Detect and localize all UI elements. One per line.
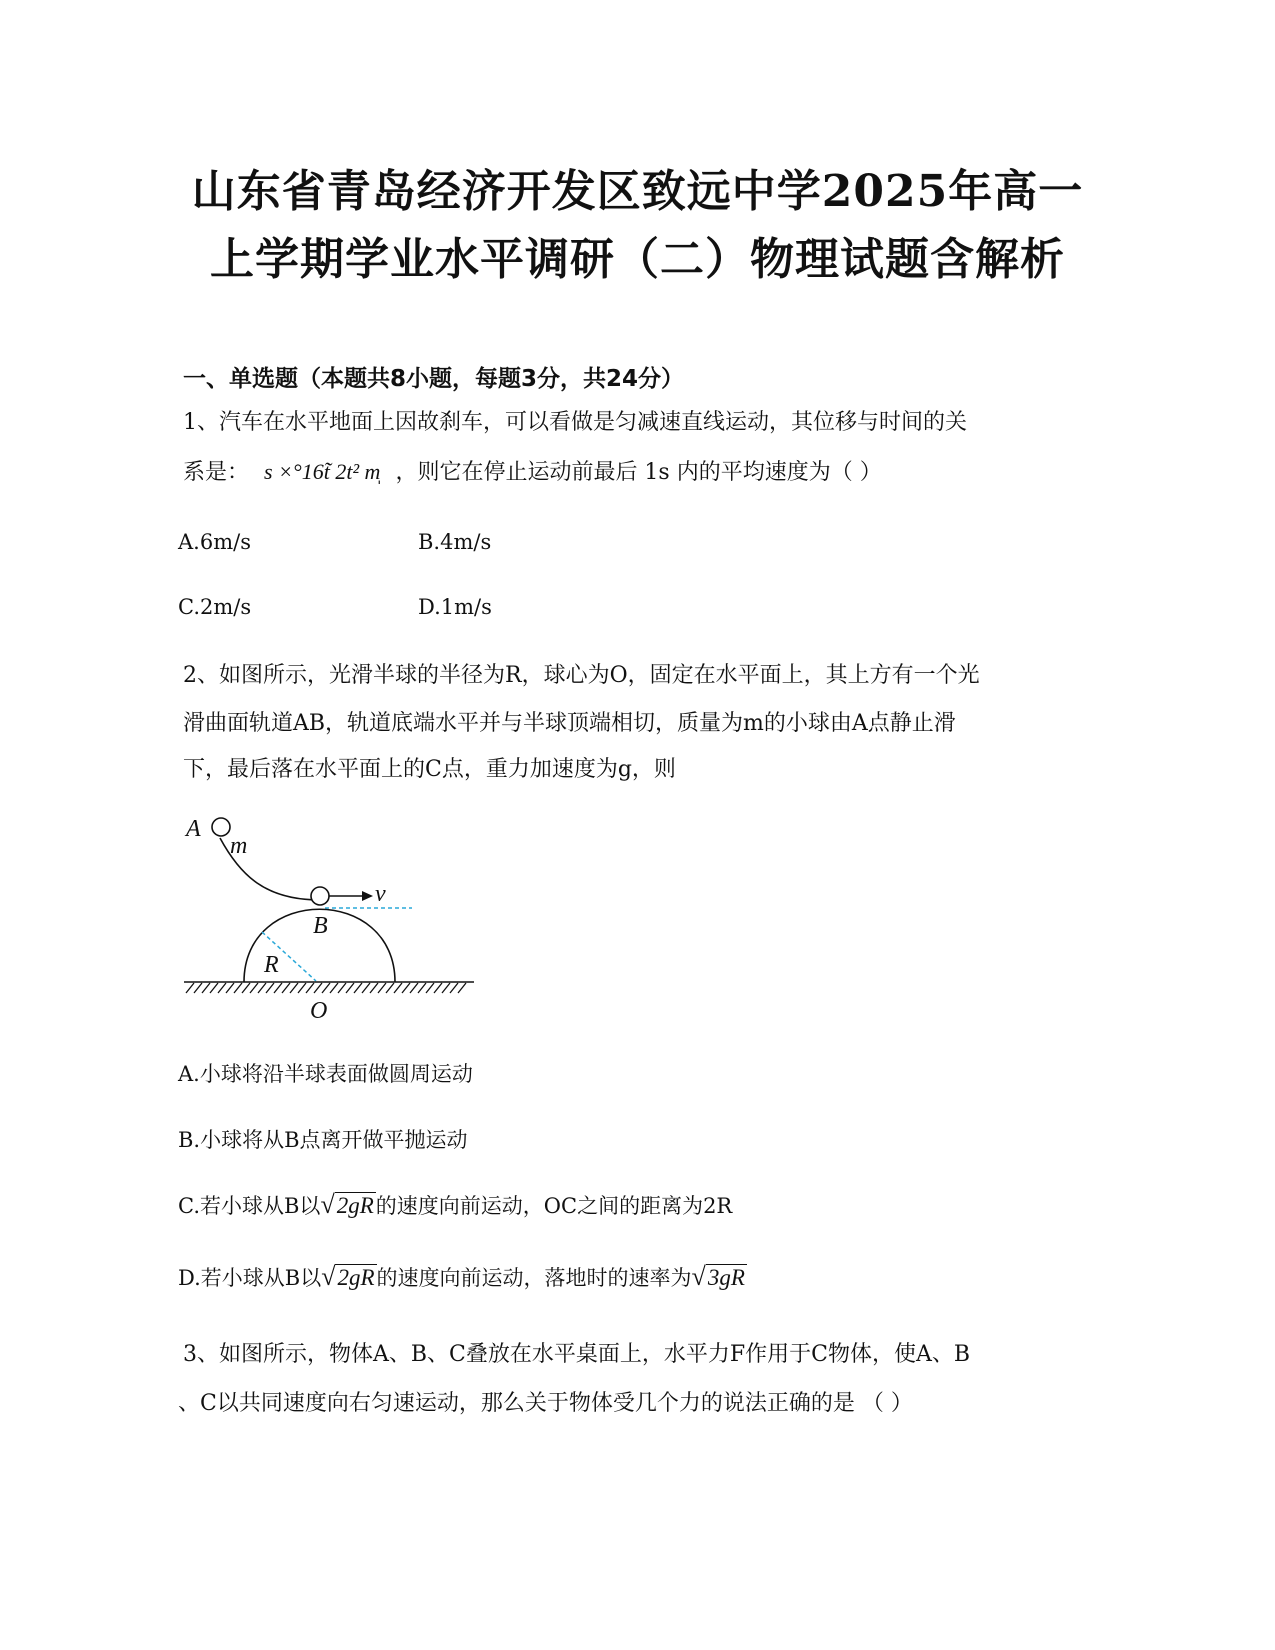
q1-line2-suffix: ，则它在停止运动前最后 1s 内的平均速度为（ ） xyxy=(395,460,882,485)
q2-line1: 2、如图所示，光滑半球的半径为R，球心为O，固定在水平面上，其上方有一个光 xyxy=(183,663,980,688)
q1-option-c[interactable]: C.2m/s xyxy=(178,595,252,619)
label-r: R xyxy=(264,952,279,978)
q1-option-d[interactable]: D.1m/s xyxy=(418,595,492,619)
ground-hatch xyxy=(186,983,466,993)
q2-option-d-root2: 3gR xyxy=(707,1265,745,1290)
label-o: O xyxy=(310,998,328,1024)
ball-at-a xyxy=(212,818,230,836)
doc-title-line2: 上学期学业水平调研（二）物理试题含解析 xyxy=(210,234,1065,285)
q1-formula: s ×°16t̃ 2t² m̩ xyxy=(264,459,381,484)
doc-title-line1: 山东省青岛经济开发区致远中学2025年高一 xyxy=(191,166,1084,217)
q2-option-b[interactable]: B.小球将从B点离开做平抛运动 xyxy=(178,1128,468,1152)
q2-line2: 滑曲面轨道AB，轨道底端水平并与半球顶端相切，质量为m的小球由A点静止滑 xyxy=(183,711,956,736)
q3-line1: 3、如图所示，物体A、B、C叠放在水平桌面上，水平力F作用于C物体，使A、B xyxy=(183,1342,971,1367)
q1-option-b[interactable]: B.4m/s xyxy=(418,530,492,554)
q1-line2 xyxy=(183,455,882,486)
q1-line1: 1、汽车在水平地面上因故刹车，可以看做是匀减速直线运动，其位移与时间的关 xyxy=(183,410,967,435)
q2-option-d-sqrt: √2gR xyxy=(321,1262,375,1291)
q3-line2: 、C以共同速度向右匀速运动，那么关于物体受几个力的说法正确的是 （ ） xyxy=(178,1391,913,1416)
q2-option-d-prefix: D.若小球从B以 xyxy=(178,1266,322,1290)
q2-option-d-sqrt2: √3gR xyxy=(691,1262,745,1291)
label-v: v xyxy=(375,881,386,907)
q1-option-a[interactable]: A.6m/s xyxy=(178,530,251,554)
hemisphere-figure xyxy=(180,805,480,1035)
q2-option-a[interactable]: A.小球将沿半球表面做圆周运动 xyxy=(178,1062,473,1086)
q2-option-d[interactable] xyxy=(178,1262,747,1292)
arrow-head xyxy=(362,891,373,901)
q2-option-c-prefix: C.若小球从B以 xyxy=(178,1194,321,1218)
q2-option-c-suffix: 的速度向前运动，OC之间的距离为2R xyxy=(375,1194,733,1218)
q2-option-c-sqrt: √2gR xyxy=(320,1190,374,1219)
q2-option-c[interactable] xyxy=(178,1190,732,1220)
q2-option-c-root: 2gR xyxy=(336,1193,374,1218)
label-m: m xyxy=(230,833,248,859)
label-b: B xyxy=(313,913,328,939)
ball-at-b xyxy=(311,887,329,905)
q1-line2-prefix: 系是： xyxy=(183,460,250,485)
section-heading: 一、单选题（本题共8小题，每题3分，共24分） xyxy=(183,366,685,392)
label-a: A xyxy=(186,816,201,842)
q2-option-d-mid: 的速度向前运动，落地时的速率为 xyxy=(376,1266,692,1290)
q2-option-d-root: 2gR xyxy=(337,1265,375,1290)
q2-line3: 下，最后落在水平面上的C点，重力加速度为g，则 xyxy=(183,757,676,782)
